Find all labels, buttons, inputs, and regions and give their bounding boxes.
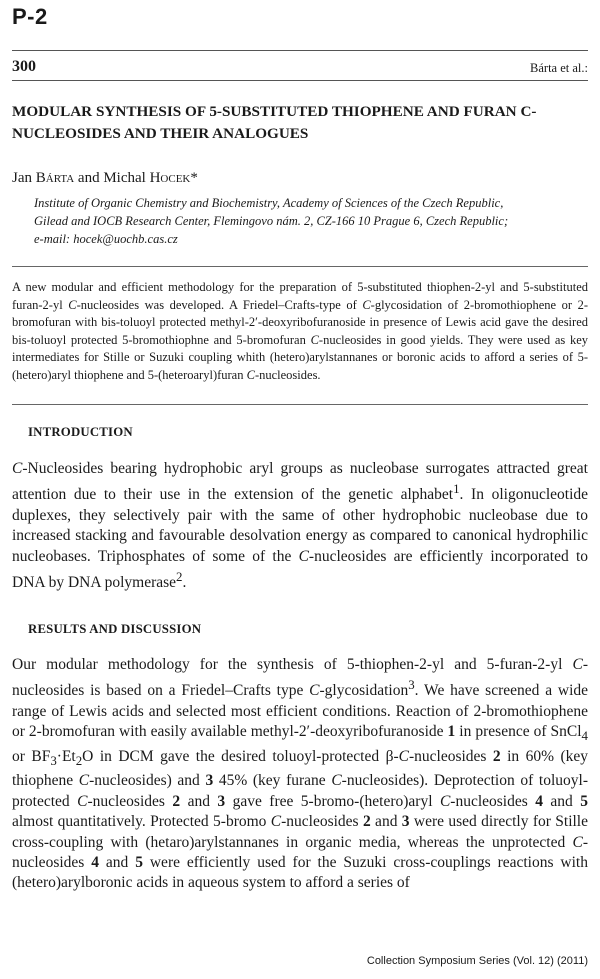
results-paragraph: Our modular methodology for the synthesis of 5-thiophen-2-yl and 5-furan-2-yl C-nucleosides is based on a Friedel–Crafts type C-glycosidation$^3$. We have screened a wide range of Lewis acids and selected most efficient conditions. Reaction of 2-bromothiophene or 2-bromofuran with easily available methyl-2′-deoxyribofuranoside 1 in presence of SnCl$_4$ or $BF_3\cdot Et_2O$ in DCM gave the desired toluoyl-protected β-C-nucleosides 2 in 60% (key thiophene C-nucleosides) and 3 45% (key furane C-nucleosides). Deprotection of toluoyl-protected C-nucleosides 2 and 3 gave free 5-bromo-(hetero)aryl C-nucleosides 4 and 5 almost quantitatively. Protected 5-bromo C-nucleosides 2 and 3 were used directly for Stille cross-coupling with (hetaro)arylstannanes in organic media, whereas the unprotected C-nucleosides 4 and 5 were efficiently used for the Suzuki cross-couplings reactions with (hetero)arylboronic acids in aqueous system to afford a series of (12, 656, 589, 892)
affiliation-email: e-mail: hocek@uochb.cas.cz (34, 232, 178, 246)
citation-ref: 1 (453, 481, 460, 497)
author-family-name: Bárta (35, 170, 75, 186)
results-heading: RESULTS AND DISCUSSION (28, 622, 202, 636)
affiliation-line: Gilead and IOCB Research Center, Flemingovo nám. 2, CZ-166 10 Prague 6, Czech Republic; (34, 214, 509, 228)
header-top-rule (12, 50, 588, 51)
affiliation (34, 194, 588, 248)
citation-ref: 2 (176, 569, 183, 585)
author-family-name: Hocek (149, 170, 191, 186)
introduction-heading: INTRODUCTION (28, 425, 133, 439)
running-head: Bárta et al.: (530, 61, 588, 75)
journal-footer: Collection Symposium Series (Vol. 12) (2011) (366, 955, 588, 967)
paper-title: MODULAR SYNTHESIS OF 5-SUBSTITUTED THIOPHENE AND FURAN C-NUCLEOSIDES AND THEIR ANALOGUES (12, 103, 537, 142)
author-conjunction: and (77, 170, 100, 186)
introduction-paragraph: C-Nucleosides bearing hydrophobic aryl groups as nucleobase surrogates attracted great attention due to their use in the extension of the genetic alphabet$^1$. In oligonucleotide duplexes, they selectively pair with the same of other hydrophobic nucleobase due to increased stacking and favourable desolvation energy as compared to canonical hydrophilic nucleobases. Triphosphates of some of the C-nucleosides are efficiently incorporated to DNA by DNA polymerase$^2$. (12, 460, 589, 592)
author-given-name: Michal (103, 170, 146, 186)
abstract: A new modular and efficient methodology for the preparation of 5-substituted thiophen-2-yl and 5-substituted furan-2-yl C-nucleosides was developed. A Friedel–Crafts-type of C-glycosidation of 2-bromothiophene or 2-bromofuran with bis-toluoyl protected methyl-2′-deoxyribofuranoside in presence of Lewis acid gave the desired bis-toluoyl protected 5-bromothiophne and 5-bromofuran C-nucleosides in good yields. They were used as key intermediates for Stille or Suzuki coupling whith (hetero)arylstannanes or boronic acids to afford a series of 5-(hetero)aryl thiophene and 5-(heteroaryl)furan C-nucleosides. (12, 280, 588, 382)
affiliation-line: Institute of Organic Chemistry and Biochemistry, Academy of Sciences of the Czech Republic, (34, 196, 504, 210)
corresponding-author-mark: * (190, 170, 198, 186)
author-list (12, 170, 198, 187)
header-bottom-rule (12, 80, 588, 81)
poster-code: P-2 (12, 4, 48, 29)
page-number: 300 (12, 58, 36, 75)
citation-ref: 3 (408, 677, 415, 693)
author-given-name: Jan (12, 170, 32, 186)
